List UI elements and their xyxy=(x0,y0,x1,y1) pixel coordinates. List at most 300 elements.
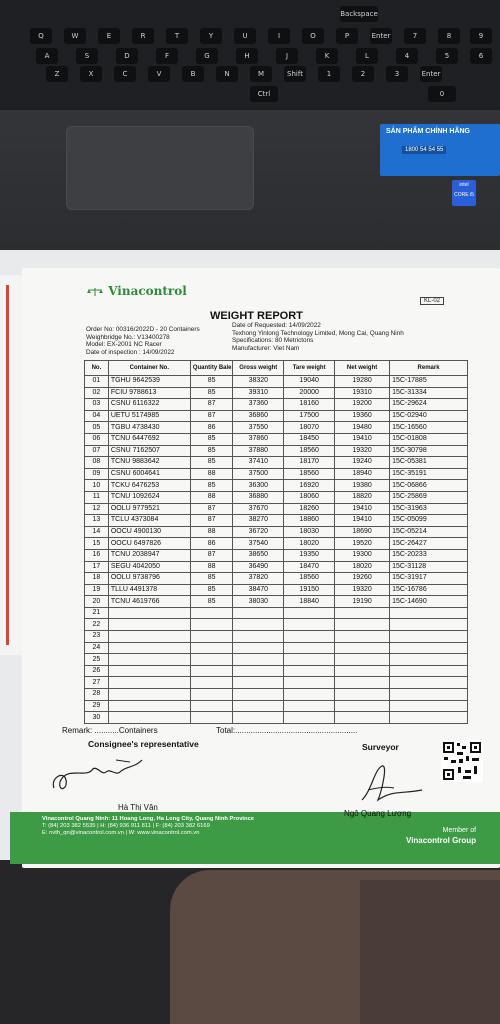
table-cell xyxy=(335,689,390,701)
key-4-0: Ctrl xyxy=(250,86,278,102)
table-cell: 37410 xyxy=(233,457,284,469)
table-cell: 36880 xyxy=(233,491,284,503)
key-1-4: T xyxy=(166,28,188,44)
table-cell: 18690 xyxy=(335,526,390,538)
table-cell: 18020 xyxy=(284,538,335,550)
footer-phone: T: (84) 203 382 5535 | H: (84) 936 911 811 | F: (84) 203 382 6169 xyxy=(42,823,210,829)
table-cell: CSNU 6004641 xyxy=(108,468,190,480)
col-gross: Gross weight xyxy=(233,361,284,376)
sticker-phone: 1800 54 54 55 xyxy=(402,146,446,154)
table-cell: 02 xyxy=(85,387,109,399)
table-cell xyxy=(390,677,468,689)
table-cell xyxy=(190,689,233,701)
table-cell: 19190 xyxy=(335,596,390,608)
table-cell: 15C-30798 xyxy=(390,445,468,457)
key-2-2: D xyxy=(116,48,138,64)
table-cell: 15C-31963 xyxy=(390,503,468,515)
key-1-13: 9 xyxy=(470,28,492,44)
table-cell: 17500 xyxy=(284,410,335,422)
table-cell xyxy=(108,607,190,619)
table-cell xyxy=(284,619,335,631)
table-cell xyxy=(108,665,190,677)
table-row xyxy=(85,561,468,573)
table-cell xyxy=(284,631,335,643)
requested-date: Date of Requested: 14/09/2022 xyxy=(232,322,321,329)
table-cell xyxy=(284,607,335,619)
footer-address: Vinacontrol Quang Ninh: 11 Hoang Long, Ha Long City, Quang Ninh Province xyxy=(42,816,255,822)
table-cell: 15C-16560 xyxy=(390,422,468,434)
table-cell: TGHU 9642539 xyxy=(108,376,190,388)
table-cell: 19280 xyxy=(335,376,390,388)
key-3-0: Z xyxy=(46,66,68,82)
table-cell: 18160 xyxy=(284,399,335,411)
table-cell: 37360 xyxy=(233,399,284,411)
table-cell: 11 xyxy=(85,491,109,503)
footer-contact xyxy=(42,816,254,837)
key-1-11: 7 xyxy=(404,28,426,44)
table-cell xyxy=(390,665,468,677)
table-cell: TGBU 4738430 xyxy=(108,422,190,434)
order-no: Order No: 00316/2022D - 20 Containers xyxy=(86,326,200,333)
table-cell: 18060 xyxy=(284,491,335,503)
order-meta-right xyxy=(232,322,404,352)
table-cell: 15 xyxy=(85,538,109,550)
table-cell xyxy=(190,665,233,677)
table-cell: UETU 5174985 xyxy=(108,410,190,422)
table-cell: TCNU 6447692 xyxy=(108,433,190,445)
table-cell xyxy=(108,642,190,654)
key-2-4: G xyxy=(196,48,218,64)
table-cell xyxy=(108,712,190,724)
surveyor-name: Ngô Quang Lượng xyxy=(344,809,412,818)
table-cell xyxy=(190,607,233,619)
key-1-0: Q xyxy=(30,28,52,44)
table-cell: 15C-31917 xyxy=(390,573,468,585)
specifications: Specifications: 80 Metrictons xyxy=(232,337,314,344)
table-cell: 18560 xyxy=(284,445,335,457)
table-row xyxy=(85,596,468,608)
table-row xyxy=(85,677,468,689)
table-cell: 87 xyxy=(190,399,233,411)
inspection-date: Date of inspection : 14/09/2022 xyxy=(86,348,175,356)
table-row xyxy=(85,503,468,515)
table-cell: 87 xyxy=(190,410,233,422)
table-row xyxy=(85,515,468,527)
table-row xyxy=(85,607,468,619)
table-cell: 19350 xyxy=(284,549,335,561)
table-cell: FCIU 9788613 xyxy=(108,387,190,399)
table-cell xyxy=(284,712,335,724)
table-cell: 19310 xyxy=(335,387,390,399)
table-cell: 37500 xyxy=(233,468,284,480)
table-cell: 19260 xyxy=(335,573,390,585)
table-cell xyxy=(390,689,468,701)
manufacturer: Manufacturer: Viet Nam xyxy=(232,344,300,352)
key-2-0: A xyxy=(36,48,58,64)
logo-text: Vinacontrol xyxy=(108,284,187,298)
table-cell xyxy=(335,642,390,654)
model: Model: EX-2001 NC Racer xyxy=(86,341,162,348)
table-cell: 18020 xyxy=(335,561,390,573)
table-cell: 37820 xyxy=(233,573,284,585)
surveyor-signature xyxy=(352,760,442,810)
table-cell: 18860 xyxy=(284,515,335,527)
table-cell xyxy=(284,642,335,654)
table-cell: OOCU 4900130 xyxy=(108,526,190,538)
key-3-11: Enter xyxy=(420,66,442,82)
table-cell: 16920 xyxy=(284,480,335,492)
table-cell: 15C-05099 xyxy=(390,515,468,527)
group-name: Vinacontrol Group xyxy=(406,836,477,845)
table-cell: 85 xyxy=(190,596,233,608)
table-cell: 28 xyxy=(85,689,109,701)
table-row xyxy=(85,480,468,492)
table-cell: TLLU 4491378 xyxy=(108,584,190,596)
table-cell xyxy=(233,654,284,666)
col-container: Container No. xyxy=(108,361,190,376)
table-cell: 17 xyxy=(85,561,109,573)
table-cell: 27 xyxy=(85,677,109,689)
table-cell: 88 xyxy=(190,468,233,480)
table-row xyxy=(85,433,468,445)
consignee-name: Hà Thị Vân xyxy=(118,803,158,812)
table-cell xyxy=(233,619,284,631)
table-cell: 85 xyxy=(190,387,233,399)
table-row xyxy=(85,654,468,666)
table-cell: 15C-17885 xyxy=(390,376,468,388)
table-cell: TCKU 6476253 xyxy=(108,480,190,492)
table-cell: 09 xyxy=(85,468,109,480)
key-3-7: Shift xyxy=(284,66,306,82)
key-2-5: H xyxy=(236,48,258,64)
table-cell: 29 xyxy=(85,700,109,712)
table-cell xyxy=(390,607,468,619)
footer-email: E: nvth_qn@vinacontrol.com.vn | W: www.vinacontrol.com.vn xyxy=(42,830,200,836)
table-cell xyxy=(190,677,233,689)
table-cell: 18840 xyxy=(284,596,335,608)
table-cell: 15C-05381 xyxy=(390,457,468,469)
table-cell: 18820 xyxy=(335,491,390,503)
table-cell xyxy=(190,642,233,654)
table-cell: 38320 xyxy=(233,376,284,388)
table-cell: 26 xyxy=(85,665,109,677)
table-cell: 01 xyxy=(85,376,109,388)
table-row xyxy=(85,410,468,422)
table-row xyxy=(85,689,468,701)
table-cell: 18940 xyxy=(335,468,390,480)
table-cell: 07 xyxy=(85,445,109,457)
key-1-2: E xyxy=(98,28,120,44)
table-row xyxy=(85,376,468,388)
table-cell: 19410 xyxy=(335,433,390,445)
table-cell xyxy=(335,700,390,712)
table-row xyxy=(85,422,468,434)
table-cell: 18170 xyxy=(284,457,335,469)
table-cell: 15C-01808 xyxy=(390,433,468,445)
qr-code xyxy=(441,740,483,782)
consignee-signature xyxy=(46,748,156,798)
table-cell: 85 xyxy=(190,457,233,469)
table-cell: 85 xyxy=(190,573,233,585)
table-cell: 18470 xyxy=(284,561,335,573)
table-cell: 87 xyxy=(190,549,233,561)
table-cell: 36300 xyxy=(233,480,284,492)
table-cell: 86 xyxy=(190,422,233,434)
table-cell xyxy=(284,677,335,689)
key-1-3: R xyxy=(132,28,154,44)
table-cell xyxy=(233,700,284,712)
table-cell xyxy=(284,700,335,712)
table-row xyxy=(85,631,468,643)
total-line: Total:....................................................... xyxy=(216,726,358,735)
table-cell xyxy=(233,665,284,677)
table-cell: 19410 xyxy=(335,515,390,527)
table-cell xyxy=(284,689,335,701)
table-cell: 38030 xyxy=(233,596,284,608)
col-net: Net weight xyxy=(335,361,390,376)
key-2-7: K xyxy=(316,48,338,64)
table-cell: 08 xyxy=(85,457,109,469)
surveyor-label: Surveyor xyxy=(362,742,399,752)
table-cell: TCLU 4373084 xyxy=(108,515,190,527)
table-cell: 21 xyxy=(85,607,109,619)
key-2-6: J xyxy=(276,48,298,64)
table-cell: 19 xyxy=(85,584,109,596)
sticker-title: SẢN PHẨM CHÍNH HÃNG xyxy=(386,128,470,135)
table-cell: 20 xyxy=(85,596,109,608)
touchpad xyxy=(66,126,254,210)
key-3-2: C xyxy=(114,66,136,82)
table-cell: 15C-35191 xyxy=(390,468,468,480)
table-cell: 37540 xyxy=(233,538,284,550)
table-cell: 86 xyxy=(190,538,233,550)
table-cell xyxy=(108,654,190,666)
table-cell: 36860 xyxy=(233,410,284,422)
table-cell: 24 xyxy=(85,642,109,654)
table-cell xyxy=(108,700,190,712)
table-cell xyxy=(335,654,390,666)
table-cell: 19480 xyxy=(335,422,390,434)
key-3-1: X xyxy=(80,66,102,82)
table-cell: 19150 xyxy=(284,584,335,596)
key-4-1: 0 xyxy=(428,86,456,102)
table-cell xyxy=(108,689,190,701)
table-cell: CSNU 7162507 xyxy=(108,445,190,457)
table-cell: 19300 xyxy=(335,549,390,561)
table-cell xyxy=(190,654,233,666)
table-row xyxy=(85,573,468,585)
table-row xyxy=(85,399,468,411)
table-cell xyxy=(335,619,390,631)
form-code: KL-02 xyxy=(420,297,444,305)
table-cell: 19380 xyxy=(335,480,390,492)
table-cell xyxy=(233,689,284,701)
table-cell: 19410 xyxy=(335,503,390,515)
table-cell xyxy=(233,677,284,689)
company: Texhong Yinlong Technology Limited, Mong Cai, Quang Ninh xyxy=(232,329,404,337)
key-0-0: Backspace xyxy=(340,6,378,22)
table-cell: 37860 xyxy=(233,433,284,445)
key-1-12: 8 xyxy=(438,28,460,44)
table-cell xyxy=(335,712,390,724)
table-cell: 88 xyxy=(190,561,233,573)
red-folder-edge xyxy=(6,285,9,645)
table-cell: 87 xyxy=(190,503,233,515)
table-row xyxy=(85,700,468,712)
table-cell: 15C-31334 xyxy=(390,387,468,399)
table-cell: 37550 xyxy=(233,422,284,434)
key-1-10: Enter xyxy=(370,28,392,44)
table-cell xyxy=(390,700,468,712)
table-cell: 16 xyxy=(85,549,109,561)
table-cell: 88 xyxy=(190,526,233,538)
table-cell xyxy=(390,654,468,666)
table-cell: TCNU 2038947 xyxy=(108,549,190,561)
table-cell xyxy=(390,712,468,724)
table-cell: 19360 xyxy=(335,410,390,422)
table-cell xyxy=(390,642,468,654)
table-row xyxy=(85,468,468,480)
table-cell xyxy=(335,677,390,689)
table-cell: 18030 xyxy=(284,526,335,538)
table-cell: 19520 xyxy=(335,538,390,550)
table-cell: 15C-14690 xyxy=(390,596,468,608)
order-meta-left xyxy=(86,326,200,356)
weighbridge-no: Weighbridge No.: V13400278 xyxy=(86,333,170,341)
table-cell xyxy=(190,712,233,724)
table-cell: 19240 xyxy=(335,457,390,469)
table-cell: 15C-06866 xyxy=(390,480,468,492)
table-cell: 37880 xyxy=(233,445,284,457)
table-cell: 19200 xyxy=(335,399,390,411)
key-3-9: 2 xyxy=(352,66,374,82)
table-cell: 18070 xyxy=(284,422,335,434)
table-cell: 85 xyxy=(190,584,233,596)
report-title: WEIGHT REPORT xyxy=(210,310,303,322)
key-1-1: W xyxy=(64,28,86,44)
table-row xyxy=(85,665,468,677)
table-cell: 13 xyxy=(85,515,109,527)
key-2-10: 5 xyxy=(436,48,458,64)
table-cell xyxy=(284,654,335,666)
col-quantity: Quantity Bale xyxy=(190,361,233,376)
key-3-8: 1 xyxy=(318,66,340,82)
table-row xyxy=(85,549,468,561)
table-cell xyxy=(335,607,390,619)
table-cell: 39310 xyxy=(233,387,284,399)
table-header-row xyxy=(85,361,468,376)
table-cell: OOLU 9738796 xyxy=(108,573,190,585)
key-3-3: V xyxy=(148,66,170,82)
table-cell: 14 xyxy=(85,526,109,538)
table-cell: 18560 xyxy=(284,573,335,585)
intel-sticker xyxy=(452,180,476,206)
table-cell xyxy=(190,631,233,643)
table-cell: OOLU 9779521 xyxy=(108,503,190,515)
key-2-3: F xyxy=(156,48,178,64)
key-3-5: N xyxy=(216,66,238,82)
table-cell xyxy=(108,631,190,643)
key-2-1: S xyxy=(76,48,98,64)
footer-member xyxy=(406,826,476,847)
key-1-7: I xyxy=(268,28,290,44)
col-no: No. xyxy=(85,361,109,376)
col-tare: Tare weight xyxy=(284,361,335,376)
key-1-9: P xyxy=(336,28,358,44)
lap-shadow-right xyxy=(360,880,500,1024)
table-cell: 15C-26427 xyxy=(390,538,468,550)
table-cell xyxy=(190,700,233,712)
table-cell: 12 xyxy=(85,503,109,515)
table-cell: 15C-16786 xyxy=(390,584,468,596)
table-cell xyxy=(390,619,468,631)
table-cell xyxy=(108,677,190,689)
table-cell: 36720 xyxy=(233,526,284,538)
key-2-11: 6 xyxy=(470,48,492,64)
key-2-9: 4 xyxy=(396,48,418,64)
table-cell: 85 xyxy=(190,433,233,445)
table-row xyxy=(85,712,468,724)
table-cell: TCNU 1092624 xyxy=(108,491,190,503)
table-cell xyxy=(233,607,284,619)
table-cell: 88 xyxy=(190,491,233,503)
member-of: Member of xyxy=(442,827,477,834)
remark-line: Remark: ...........Containers xyxy=(62,726,158,735)
intel-cpu: CORE i5 xyxy=(454,192,474,198)
table-cell: 18260 xyxy=(284,503,335,515)
table-cell: 38470 xyxy=(233,584,284,596)
table-cell: 10 xyxy=(85,480,109,492)
table-row xyxy=(85,584,468,596)
table-cell: 23 xyxy=(85,631,109,643)
table-cell xyxy=(190,619,233,631)
table-row xyxy=(85,457,468,469)
scale-icon xyxy=(86,287,104,297)
table-cell: 38650 xyxy=(233,549,284,561)
weight-table xyxy=(84,360,468,724)
table-cell xyxy=(335,631,390,643)
table-cell: 36490 xyxy=(233,561,284,573)
table-cell: TCNU 9883642 xyxy=(108,457,190,469)
table-cell: TCNU 4619766 xyxy=(108,596,190,608)
col-remark: Remark xyxy=(390,361,468,376)
table-cell: 06 xyxy=(85,433,109,445)
table-row xyxy=(85,445,468,457)
table-cell: 15C-20233 xyxy=(390,549,468,561)
table-cell: 37670 xyxy=(233,503,284,515)
table-cell xyxy=(108,619,190,631)
key-3-6: M xyxy=(250,66,272,82)
table-cell: 38270 xyxy=(233,515,284,527)
key-1-6: U xyxy=(234,28,256,44)
table-row xyxy=(85,619,468,631)
key-1-8: O xyxy=(302,28,324,44)
key-3-10: 3 xyxy=(386,66,408,82)
table-cell: 15C-25869 xyxy=(390,491,468,503)
table-cell: 04 xyxy=(85,410,109,422)
table-cell: 20000 xyxy=(284,387,335,399)
table-cell: 30 xyxy=(85,712,109,724)
vinacontrol-logo xyxy=(86,284,187,298)
table-cell: 18560 xyxy=(284,468,335,480)
genuine-product-sticker xyxy=(380,124,500,176)
table-row xyxy=(85,538,468,550)
table-cell: SEGU 4042050 xyxy=(108,561,190,573)
table-row xyxy=(85,387,468,399)
table-cell: 18450 xyxy=(284,433,335,445)
key-2-8: L xyxy=(356,48,378,64)
table-cell: OOCU 6497826 xyxy=(108,538,190,550)
